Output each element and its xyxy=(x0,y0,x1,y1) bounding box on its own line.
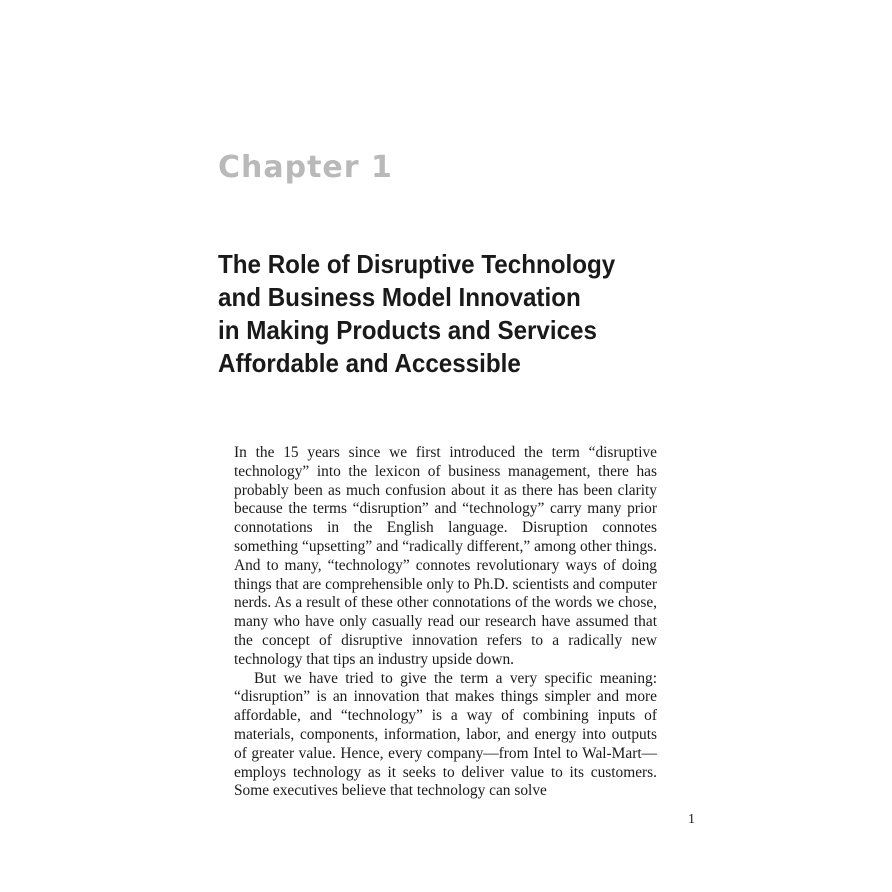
chapter-title-line: The Role of Disruptive Technology xyxy=(218,249,616,279)
chapter-title xyxy=(218,248,627,380)
chapter-title-line: Affordable and Accessible xyxy=(218,348,521,378)
body-text xyxy=(234,444,657,801)
chapter-label: Chapter 1 xyxy=(218,150,393,185)
body-paragraph: In the 15 years since we first introduced the term “disruptive technology” into the lexicon of business management, there has probably been as much confusion about it as there has been clarity because the terms “disruption” and “technology” carry many prior connotations in the English language. Disruption connotes something “upsetting” and “radically different,” among other things. And to many, “technology” connotes revolutionary ways of doing things that are comprehensible only to Ph.D. scientists and computer nerds. As a result of these other connotations of the words we chose, many who have only casually read our research have assumed that the concept of disruptive innovation refers to a radically new technology that tips an industry upside down. xyxy=(234,444,657,668)
chapter-title-line: in Making Products and Services xyxy=(218,315,597,345)
page-number: 1 xyxy=(688,812,695,827)
body-paragraph: But we have tried to give the term a very specific meaning: “disruption” is an innovation that makes things simpler and more affordable, and “technology” is a way of combining inputs of materials, components, information, labor, and energy into outputs of greater value. Hence, every company—from Intel to Wal-Mart—employs technology as it seeks to deliver value to its customers. Some executives believe that technology can solve xyxy=(234,669,657,800)
chapter-title-line: and Business Model Innovation xyxy=(218,282,581,312)
